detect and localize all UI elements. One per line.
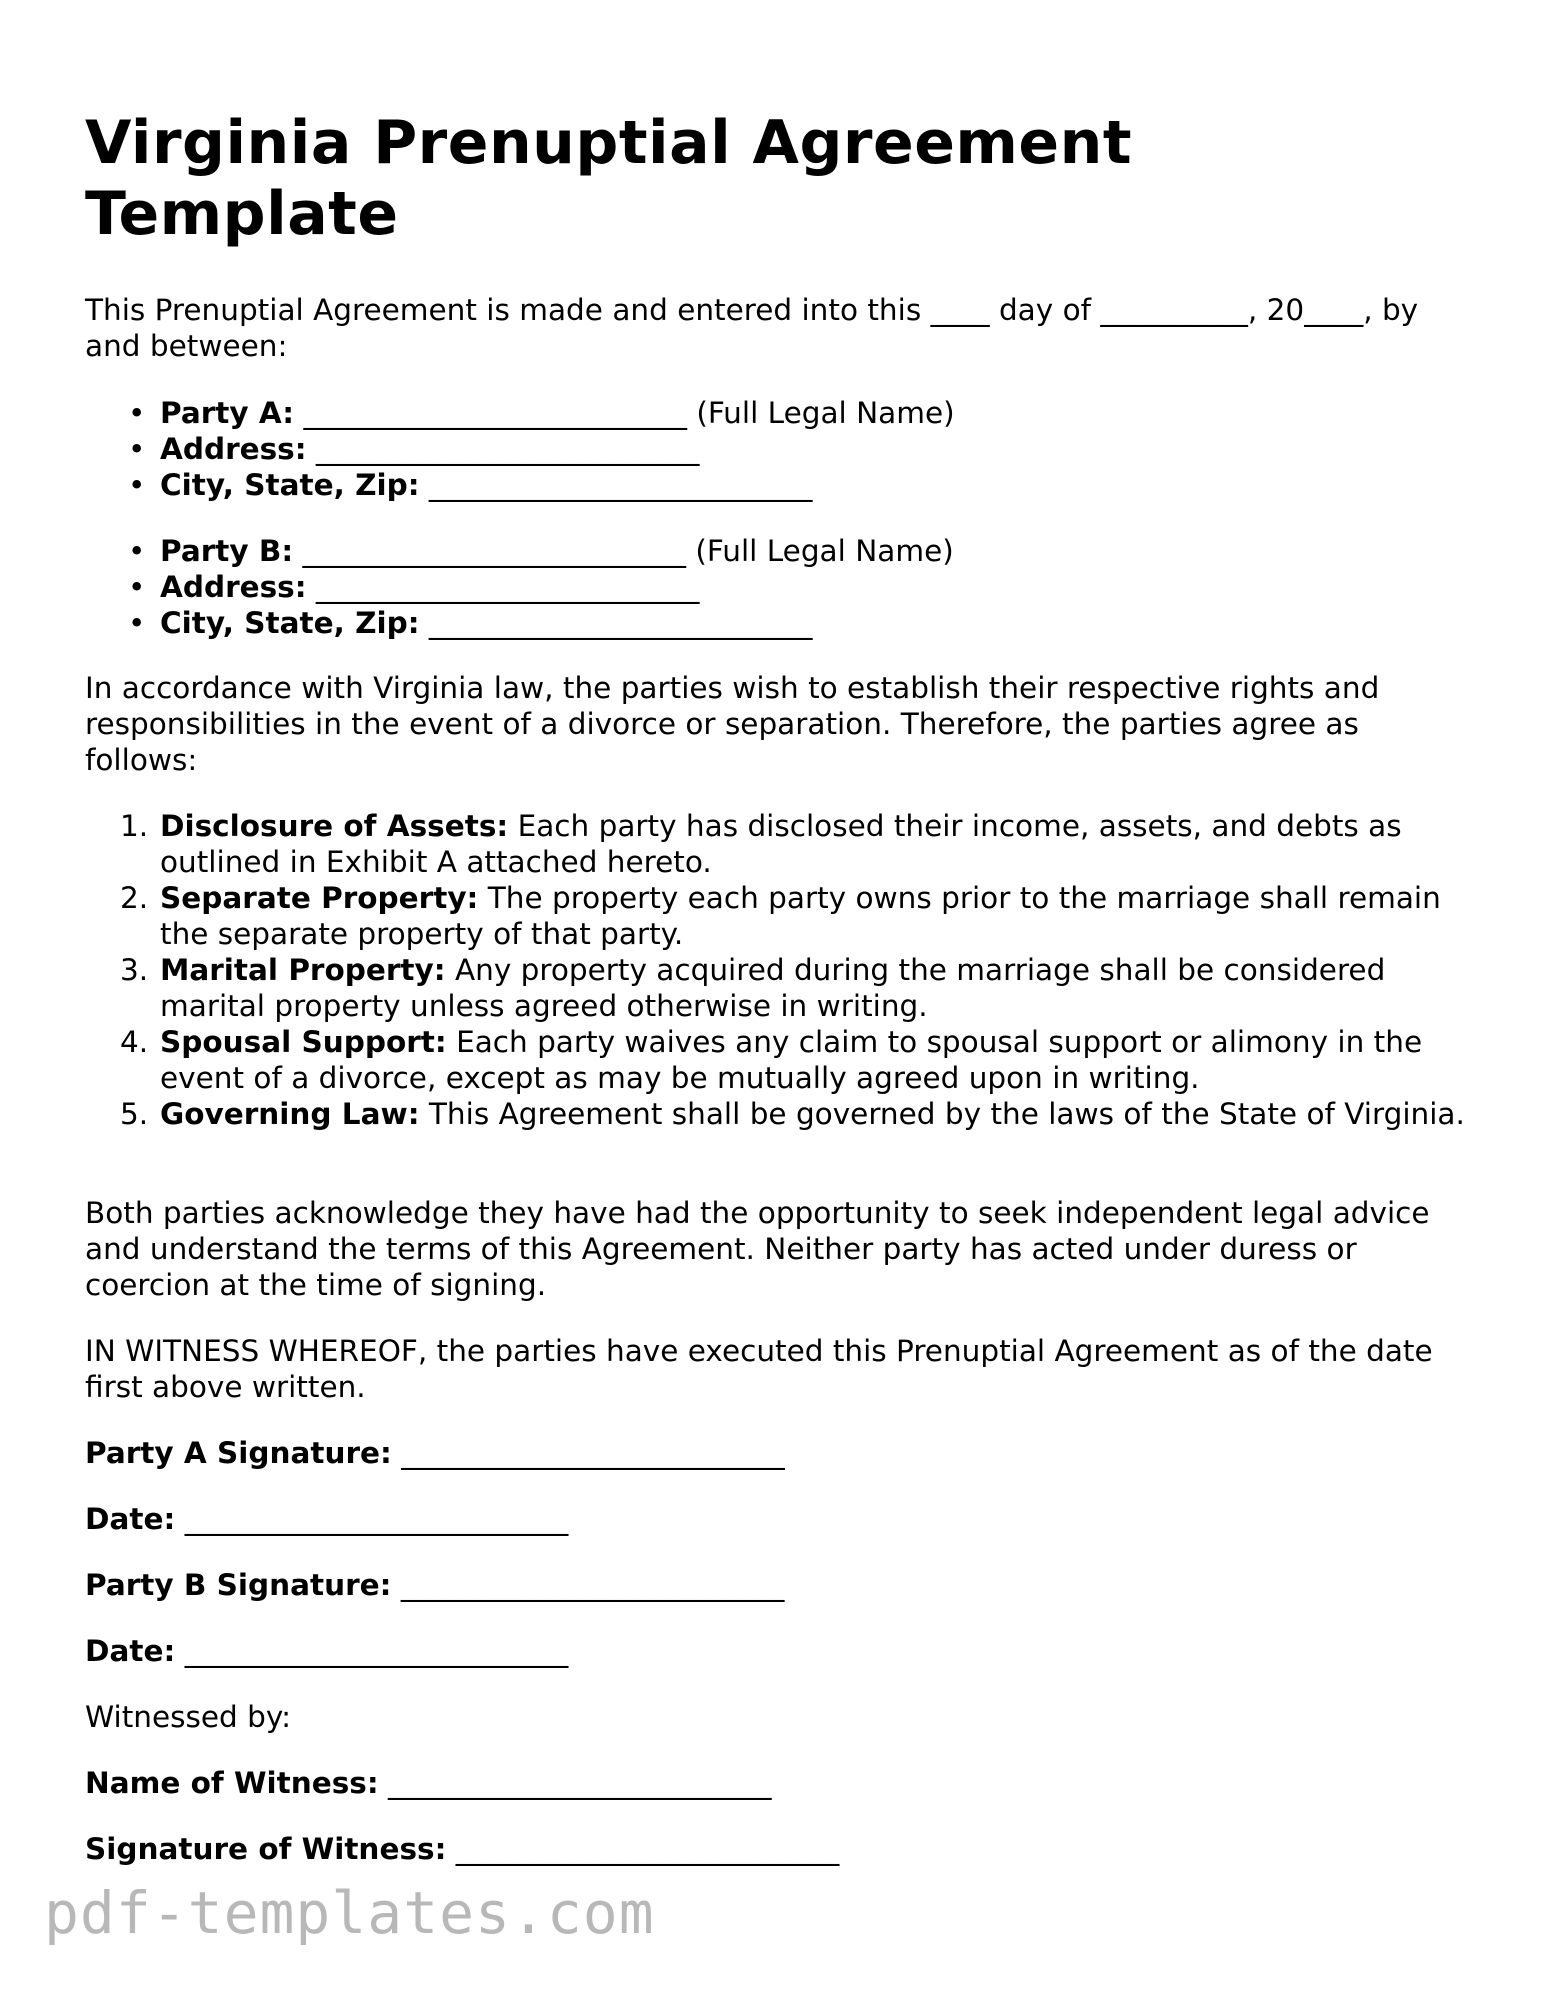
date-a-label: Date: <box>85 1502 176 1536</box>
page-title: Virginia Prenuptial Agreement Template <box>85 108 1133 249</box>
term-text: Any property acquired during the marriage shall be considered marital property unless agreed otherwise in writing. <box>160 953 1386 1023</box>
party-a-address-field: __________________________ <box>306 432 700 466</box>
term-number: 1. <box>120 809 149 843</box>
party-b-signature-label: Party B Signature: <box>85 1568 392 1602</box>
terms-list <box>85 808 1465 1132</box>
date-b-line <box>85 1633 568 1669</box>
intro-paragraph: This Prenuptial Agreement is made and entered into this ____ day of __________, 20____, by and between: <box>85 293 1419 363</box>
list-item <box>85 605 954 641</box>
witness-name-line <box>85 1765 772 1801</box>
list-item <box>85 395 955 431</box>
term-number: 3. <box>120 953 149 987</box>
list-item <box>85 533 954 569</box>
party-a-city-label: City, State, Zip: <box>160 468 420 502</box>
witness-signature-field: __________________________ <box>446 1832 840 1866</box>
date-a-field: __________________________ <box>175 1502 569 1536</box>
term-item <box>85 1024 1465 1096</box>
accordance-paragraph: In accordance with Virginia law, the parties wish to establish their respective rights and responsibilities in the event of a divorce or separation. Therefore, the parties agree as follows: <box>85 671 1380 777</box>
party-b-name-field: __________________________ (Full Legal Name) <box>293 534 954 568</box>
term-label: Spousal Support: <box>160 1025 447 1059</box>
term-text: Each party has disclosed their income, assets, and debts as outlined in Exhibit A attached hereto. <box>160 809 1402 879</box>
party-b-signature-field: __________________________ <box>391 1568 785 1602</box>
party-b-address-field: __________________________ <box>306 570 700 604</box>
term-number: 2. <box>120 881 149 915</box>
party-b-signature-line <box>85 1567 784 1603</box>
term-item <box>85 952 1465 1024</box>
witness-name-field: __________________________ <box>378 1766 772 1800</box>
date-a-line <box>85 1501 568 1537</box>
party-a-signature-label: Party A Signature: <box>85 1436 392 1470</box>
party-b-city-field: __________________________ <box>419 606 813 640</box>
date-b-field: __________________________ <box>175 1634 569 1668</box>
party-a-signature-field: __________________________ <box>391 1436 785 1470</box>
term-item <box>85 880 1465 952</box>
term-label: Marital Property: <box>160 953 446 987</box>
witness-signature-label: Signature of Witness: <box>85 1832 447 1866</box>
term-label: Governing Law: <box>160 1097 420 1131</box>
party-a-signature-line <box>85 1435 785 1471</box>
list-item <box>85 467 955 503</box>
term-item <box>85 808 1465 880</box>
party-b-city-label: City, State, Zip: <box>160 606 420 640</box>
party-b-label: Party B: <box>160 534 294 568</box>
term-text: Each party waives any claim to spousal support or alimony in the event of a divorce, except as may be mutually agreed upon in writing. <box>160 1025 1423 1095</box>
term-text: The property each party owns prior to the marriage shall remain the separate property of that party. <box>160 881 1441 951</box>
witness-signature-line <box>85 1831 839 1867</box>
party-a-label: Party A: <box>160 396 295 430</box>
acknowledge-paragraph: Both parties acknowledge they have had the opportunity to seek independent legal advice and understand the terms of this Agreement. Neither party has acted under duress or coercion at the time of signing. <box>85 1196 1430 1302</box>
term-number: 4. <box>120 1025 149 1059</box>
date-b-label: Date: <box>85 1634 176 1668</box>
list-item <box>85 431 955 467</box>
party-b-address-label: Address: <box>160 570 307 604</box>
term-label: Disclosure of Assets: <box>160 809 509 843</box>
party-a-name-field: __________________________ (Full Legal Name) <box>294 396 955 430</box>
term-item <box>85 1096 1465 1132</box>
party-a-list <box>85 395 955 503</box>
term-number: 5. <box>120 1097 149 1131</box>
witnessed-by-text: Witnessed by: <box>85 1700 292 1734</box>
term-label: Separate Property: <box>160 881 479 915</box>
party-b-list <box>85 533 954 641</box>
witness-name-label: Name of Witness: <box>85 1766 379 1800</box>
party-a-address-label: Address: <box>160 432 307 466</box>
watermark: pdf-templates.com <box>44 1879 655 1947</box>
party-a-city-field: __________________________ <box>419 468 813 502</box>
term-text: This Agreement shall be governed by the laws of the State of Virginia. <box>419 1097 1465 1131</box>
list-item <box>85 569 954 605</box>
witness-whereof-paragraph: IN WITNESS WHEREOF, the parties have executed this Prenuptial Agreement as of the date first above written. <box>85 1334 1433 1404</box>
